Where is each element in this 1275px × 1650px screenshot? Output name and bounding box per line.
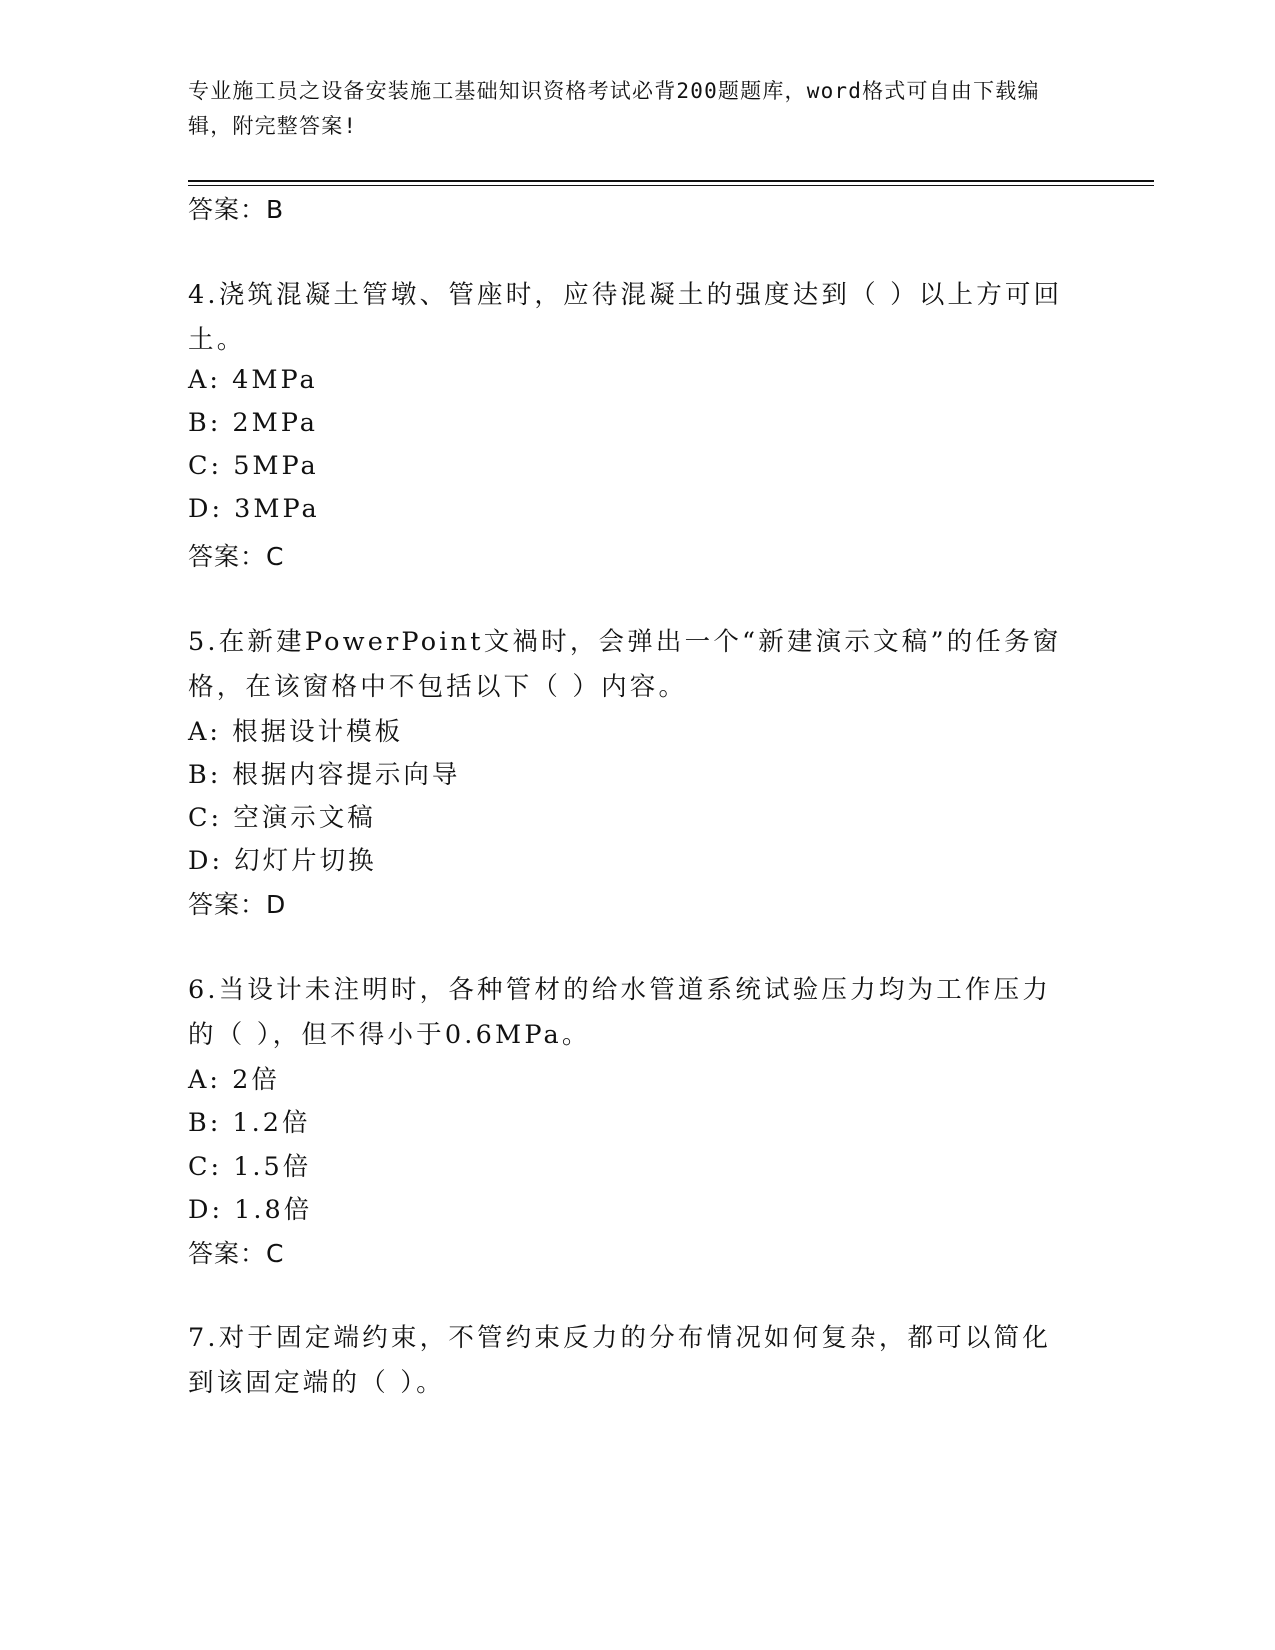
question-5: 5.在新建PowerPoint文禍时，会弹出一个“新建演示文稿”的任务窗格，在该窗格中不包括以下（ ）内容。: [188, 627, 1062, 702]
option-5a: A: 根据设计模板: [188, 717, 404, 747]
document-header: 专业施工员之设备安装施工基础知识资格考试必背200题题库，word格式可自由下载编辑，附完整答案!: [188, 79, 1040, 138]
option-6b: B: 1.2倍: [188, 1108, 311, 1138]
option-4a: A: 4MPa: [188, 365, 318, 395]
answer-q5: 答案：D: [188, 890, 287, 919]
answer-q4: 答案：C: [188, 542, 285, 571]
answer-q3: 答案：B: [188, 195, 285, 224]
question-6: 6.当设计未注明时，各种管材的给水管道系统试验压力均为工作压力的（ ），但不得小于0.6MPa。: [188, 975, 1052, 1050]
question-7: 7.对于固定端约束，不管约束反力的分布情况如何复杂，都可以简化到该固定端的（ ）。: [188, 1323, 1052, 1398]
option-4d: D: 3MPa: [188, 494, 320, 524]
header-divider-top: [188, 180, 1154, 182]
option-6a: A: 2倍: [188, 1065, 280, 1095]
option-6d: D: 1.8倍: [188, 1195, 313, 1225]
option-5c: C: 空演示文稿: [188, 803, 376, 833]
question-4: 4.浇筑混凝土管墩、管座时，应待混凝土的强度达到（ ）以上方可回土。: [188, 280, 1063, 355]
option-4b: B: 2MPa: [188, 408, 318, 438]
option-4c: C: 5MPa: [188, 451, 319, 481]
answer-q6: 答案：C: [188, 1239, 285, 1268]
option-5d: D: 幻灯片切换: [188, 846, 377, 876]
option-6c: C: 1.5倍: [188, 1152, 312, 1182]
header-divider-bottom: [188, 185, 1154, 186]
option-5b: B: 根据内容提示向导: [188, 760, 461, 790]
